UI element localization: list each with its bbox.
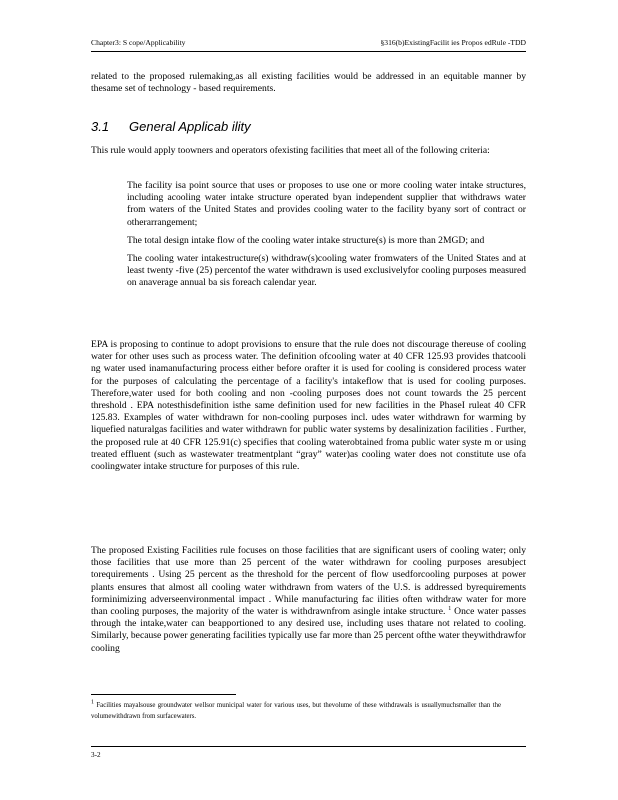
list-item xyxy=(91,180,526,229)
list-item xyxy=(91,253,526,290)
section-title: General Applicab ility xyxy=(129,119,251,134)
running-header xyxy=(91,38,526,50)
paragraph-intro: related to the proposed rulemaking,as all existing facilities would be addressed in an equitable manner by thesame set of technology - based requirements. xyxy=(91,71,526,95)
list-item-text: The total design intake flow of the cooling water intake structure(s) is more than 2MGD; and xyxy=(127,234,485,246)
footnote-reference[interactable]: 1 xyxy=(448,605,452,612)
paragraph-text-continued: Once water passes through the intake,water can beapportioned to any desired use, including uses thatare not related to cooling. Similarly, because power generating facilities typically use far more than 25 percent ofthe water theywithdrawfor cooling xyxy=(91,606,526,654)
footer-rule xyxy=(91,746,526,747)
list-item xyxy=(91,235,526,247)
header-rule xyxy=(91,51,526,52)
section-number: 3.1 xyxy=(91,119,110,134)
list-item-text: The facility isa point source that uses or proposes to use one or more cooling water intake structures, including acooling water intake structure operated byan independent supplier that withdraws water from waters of the United States and provides cooling water to the facility byany sort of contract or otherarrangement; xyxy=(127,180,526,228)
header-document-title: §316(b)ExistingFacilit ies Propos edRule -TDD xyxy=(380,38,526,47)
header-chapter: Chapter3: S cope/Applicability xyxy=(91,38,186,47)
page-number: 3-2 xyxy=(91,751,101,759)
paragraph-text: The proposed Existing Facilities rule focuses on those facilities that are significant users of cooling water; only those facilities that use more than 25 percent of the water withdrawn for cooling purposes aresubject torequirements . Using 25 percent as the threshold for the percent of flow usedforcooling purposes at power plants ensures that almost all cooling water withdrawn from waters of the U.S. is addressed byrequirements forminimizing adverseenvironmental impact . While manufacturing fac ilities often withdraw water for more than cooling purposes, the majority of the water is withdrawnfrom asingle intake structure. xyxy=(91,545,526,618)
footnote-number: 1 xyxy=(91,699,94,706)
paragraph-proposed-rule xyxy=(91,545,526,655)
paragraph-epa-proposal: EPA is proposing to continue to adopt provisions to ensure that the rule does not discourage thereuse of cooling water for other uses such as process water. The definition ofcooling water at 40 CFR 125.93 provides thatcooli ng water used inamanufacturing process either before orafter it is used for cooling is considered process water for the purposes of calculating the percentage of a facility's intakeflow that is used for cooling purposes. Therefore,water used for both cooling and non -cooling purposes does not count towards the 25 percent threshold . EPA notesthisdefinition isthe same definition used for new facilities in the PhaseI ruleat 40 CFR 125.83. Examples of water withdrawn for non-cooling purposes incl. udes water withdrawn for warming by liquefied naturalgas facilities and water withdrawn for public water systems by desalinization facilities . Further, the proposed rule at 40 CFR 125.91(c) specifies that cooling waterobtained froma public water syste m or using treated effluent (such as wastewater treatmentplant “gray” water)as cooling water does not constitute use ofa coolingwater intake structure for purposes of this rule. xyxy=(91,339,526,473)
footnote xyxy=(91,700,501,723)
criteria-list xyxy=(91,180,526,296)
list-item-text: The cooling water intakestructure(s) withdraw(s)cooling water fromwaters of the United States and at least twenty -five (25) percentof the water withdrawn is used exclusivelyfor cooling purposes measured on anaverage annual ba sis foreach calendar year. xyxy=(127,253,526,289)
footnote-separator xyxy=(91,694,236,695)
footnote-text: Facilities mayalsouse groundwater wellsor municipal water for various uses, but thevolume of these withdrawals is usuallymuchsmaller than the volumewithdrawn from surfacewaters. xyxy=(91,702,501,721)
section-heading xyxy=(91,119,526,135)
paragraph-rule-criteria: This rule would apply toowners and operators ofexisting facilities that meet all of the following criteria: xyxy=(91,145,490,156)
